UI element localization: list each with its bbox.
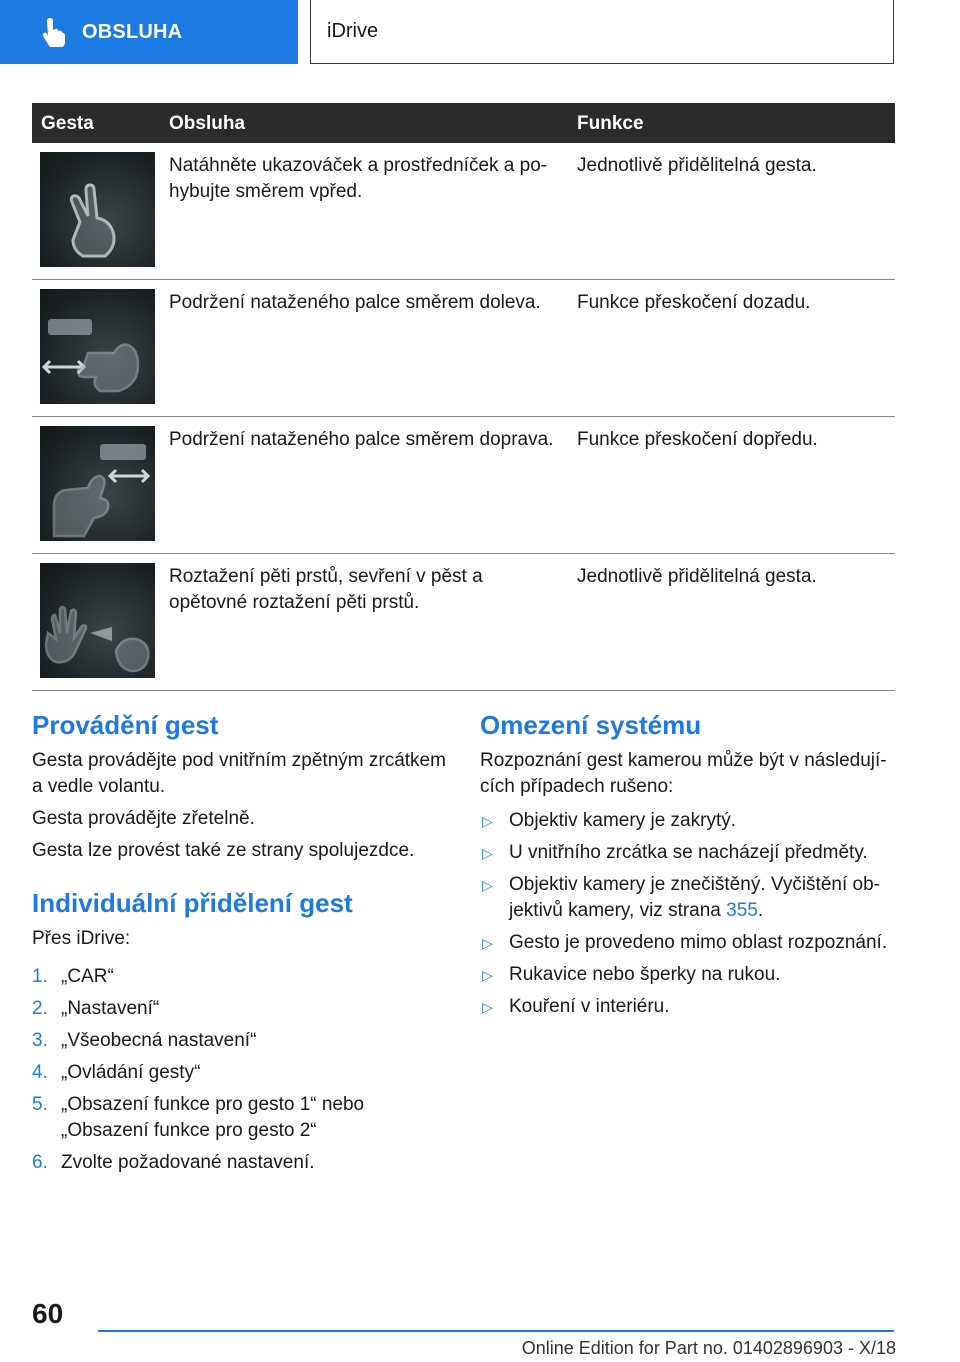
table-row <box>32 143 895 280</box>
section-label: OBSLUHA <box>82 20 183 43</box>
triangle-bullet-icon: ▷ <box>482 999 493 1015</box>
limitations-list <box>480 808 900 1020</box>
list-item: 6. Zvolte požadované nastavení. <box>32 1152 315 1173</box>
paragraph: Přes iDrive: <box>32 928 131 949</box>
gesture-two-fingers-forward-image <box>40 152 155 267</box>
page-title: iDrive <box>327 20 379 42</box>
page-header-title-box <box>310 0 894 64</box>
hand-pointer-icon <box>34 14 70 50</box>
table-header <box>32 103 895 143</box>
list-item: 2. „Nastavení“ <box>32 998 160 1019</box>
function-cell: Funkce přeskočení dozadu. <box>577 292 811 313</box>
list-item: ▷ Objektiv kamery je znečištěný. Vyčištění ob-jektivů kamery, viz strana 355. <box>482 874 880 921</box>
gesture-open-fist-image <box>40 563 155 678</box>
right-column <box>480 708 900 1020</box>
section-heading-system-limits: Omezení systému <box>480 710 702 740</box>
column-header-obsluha: Obsluha <box>169 113 246 134</box>
list-item: ▷ Objektiv kamery je zakrytý. <box>480 808 900 834</box>
triangle-bullet-icon: ▷ <box>482 935 493 951</box>
triangle-bullet-icon: ▷ <box>482 967 493 983</box>
function-cell: Funkce přeskočení dopředu. <box>577 429 818 450</box>
table-row <box>32 280 895 417</box>
function-cell: Jednotlivě přidělitelná gesta. <box>577 155 817 176</box>
table-row <box>32 417 895 554</box>
paragraph: Gesta provádějte pod vnitřním zpětným zrcátkem a vedle volantu. <box>32 750 446 797</box>
column-header-funkce: Funkce <box>577 113 644 134</box>
paragraph: Gesta provádějte zřetelně. <box>32 808 255 829</box>
triangle-bullet-icon: ▷ <box>482 813 493 829</box>
list-item: 4. „Ovládání gesty“ <box>32 1062 201 1083</box>
section-tab[interactable] <box>0 0 298 64</box>
gesture-table <box>32 103 895 691</box>
paragraph: Gesta lze provést také ze strany spolujezdce. <box>32 840 415 861</box>
list-item: ▷ Gesto je provedeno mimo oblast rozpoznání. <box>480 930 900 956</box>
list-item: ▷ Rukavice nebo šperky na rukou. <box>480 962 900 988</box>
operation-cell: Podržení nataženého palce směrem doprava. <box>169 429 554 450</box>
operation-cell: Roztažení pěti prstů, sevření v pěst a opětovné roztažení pěti prstů. <box>169 566 483 613</box>
left-column <box>32 708 452 1176</box>
triangle-bullet-icon: ▷ <box>482 845 493 861</box>
gesture-thumb-right-image <box>40 426 155 541</box>
footer-divider <box>98 1330 894 1332</box>
gesture-thumb-left-image <box>40 289 155 404</box>
operation-cell: Podržení nataženého palce směrem doleva. <box>169 292 541 313</box>
section-heading-performing-gestures: Provádění gest <box>32 710 219 740</box>
operation-cell: Natáhněte ukazováček a prostředníček a po-hybujte směrem vpřed. <box>169 155 548 202</box>
footer-edition-text: Online Edition for Part no. 01402896903 - X/18 <box>521 1338 896 1358</box>
section-heading-individual-assignment: Individuální přidělení gest <box>32 888 353 918</box>
list-item: 1. „CAR“ <box>32 966 114 987</box>
list-item: 5. „Obsazení funkce pro gesto 1“ nebo „Obsazení funkce pro gesto 2“ <box>32 1094 365 1141</box>
paragraph: Rozpoznání gest kamerou může být v následují-cích případech rušeno: <box>480 750 887 797</box>
column-header-gesta: Gesta <box>41 113 94 134</box>
function-cell: Jednotlivě přidělitelná gesta. <box>577 566 817 587</box>
page-reference-link[interactable]: 355 <box>726 900 758 921</box>
list-item: 3. „Všeobecná nastavení“ <box>32 1030 257 1051</box>
table-row <box>32 554 895 691</box>
triangle-bullet-icon: ▷ <box>482 877 493 893</box>
list-item: ▷ Kouření v interiéru. <box>480 994 900 1020</box>
list-item: ▷ U vnitřního zrcátka se nacházejí předměty. <box>480 840 900 866</box>
page-number: 60 <box>32 1298 64 1329</box>
steps-list <box>32 964 452 1176</box>
